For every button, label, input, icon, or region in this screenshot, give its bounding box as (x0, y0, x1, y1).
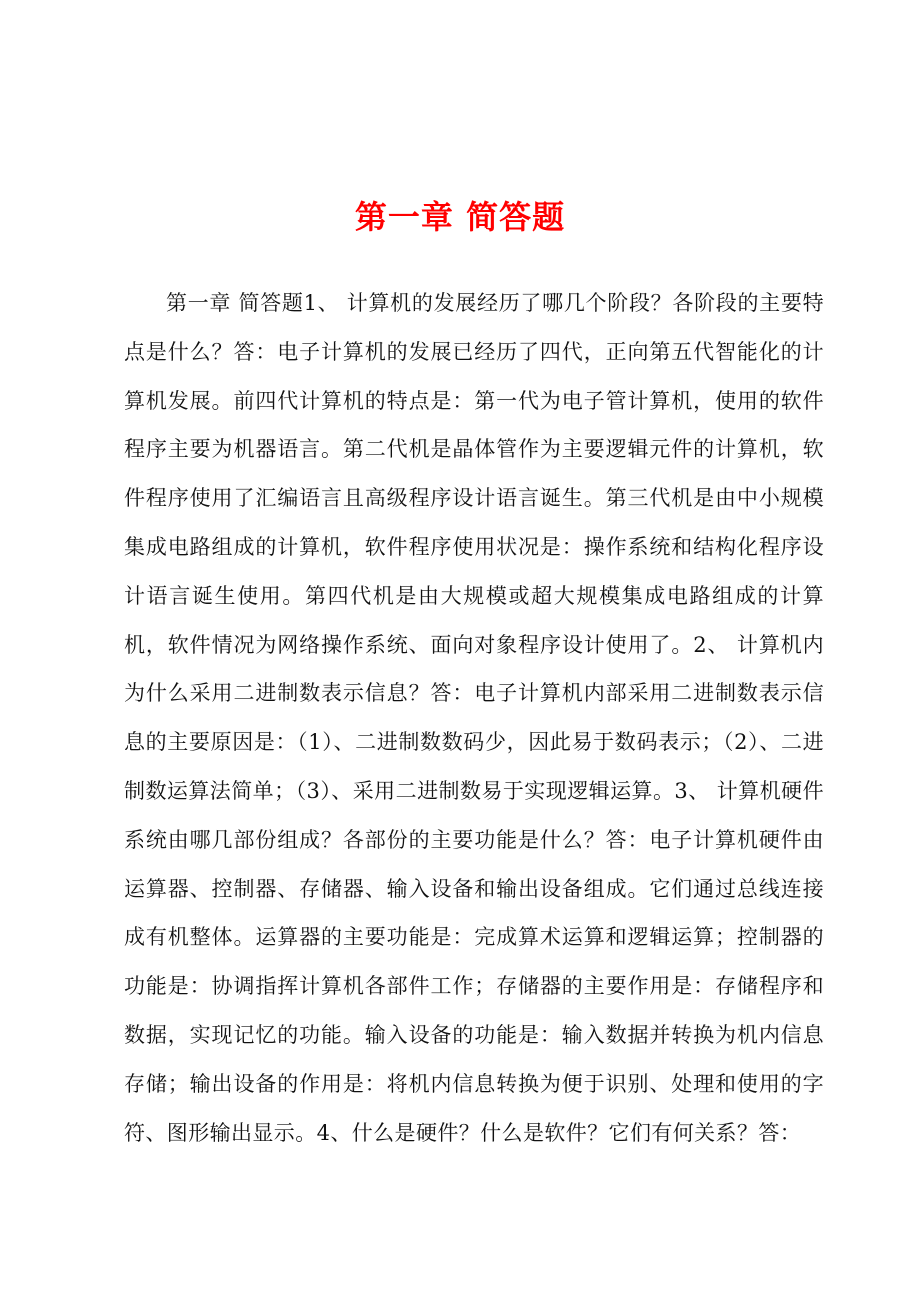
body-paragraph: 第一章 简答题1、 计算机的发展经历了哪几个阶段？各阶段的主要特点是什么？答：电子计算机的发展已经历了四代，正向第五代智能化的计算机发展。前四代计算机的特点是：第一代为电子管计算机，使用的软件程序主要为机器语言。第二代机是晶体管作为主要逻辑元件的计算机，软件程序使用了汇编语言且高级程序设计语言诞生。第三代机是由中小规模集成电路组成的计算机，软件程序使用状况是：操作系统和结构化程序设计语言诞生使用。第四代机是由大规模或超大规模集成电路组成的计算机，软件情况为网络操作系统、面向对象程序设计使用了。2、 计算机内为什么采用二进制数表示信息？答：电子计算机内部采用二进制数表示信息的主要原因是：（1）、二进制数数码少，因此易于数码表示；（2）、二进制数运算法简单；（3）、采用二进制数易于实现逻辑运算。3、 计算机硬件系统由哪几部份组成？各部份的主要功能是什么？答：电子计算机硬件由运算器、控制器、存储器、输入设备和输出设备组成。它们通过总线连接成有机整体。运算器的主要功能是：完成算术运算和逻辑运算；控制器的功能是：协调指挥计算机各部件工作；存储器的主要作用是：存储程序和数据，实现记忆的功能。输入设备的功能是：输入数据并转换为机内信息存储；输出设备的作用是：将机内信息转换为便于识别、处理和使用的字符、图形输出显示。4、什么是硬件？什么是软件？它们有何关系？答： (124, 291, 824, 1145)
page-title: 第一章 简答题 (354, 198, 566, 236)
